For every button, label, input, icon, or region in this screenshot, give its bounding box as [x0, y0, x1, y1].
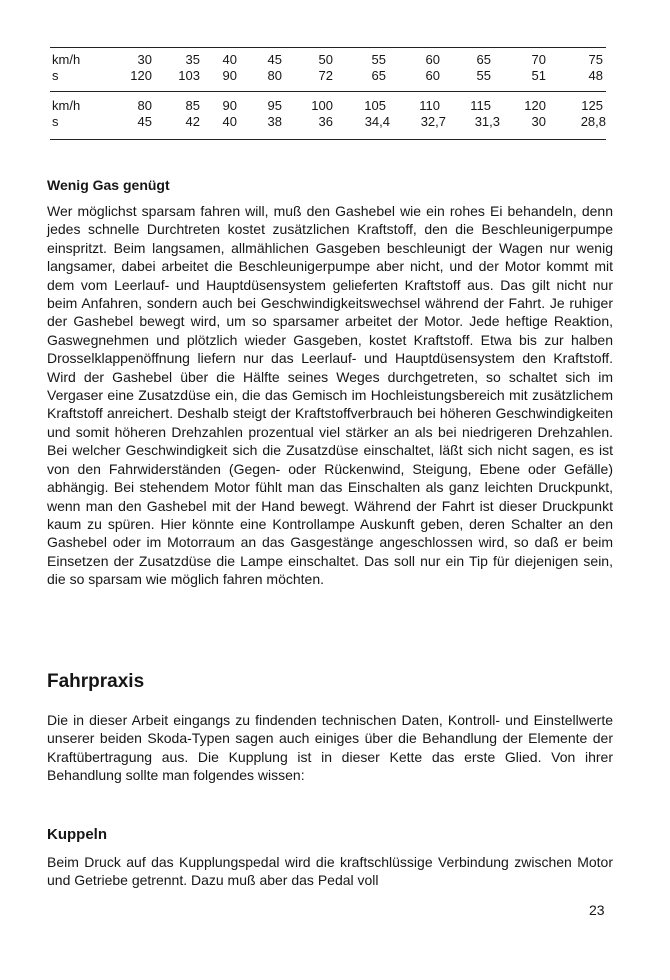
table-cell: 60	[425, 52, 440, 67]
table-cell: 115	[470, 98, 491, 113]
table-cell: 120	[130, 68, 152, 83]
table-cell: 105	[364, 98, 386, 113]
table-cell: 45	[267, 52, 282, 67]
table-cell: 30	[531, 114, 546, 129]
body-paragraph: Die in dieser Arbeit eingangs zu findenden technischen Daten, Kontroll- und Einstellwerte unserer beiden Skoda-Typen sagen auch einiges über die Behandlung der Elemente der Kraftübertragung aus. Die Kupplung ist in dieser Kette das erste Glied. Von ihrer Behandlung sollte man folgendes wissen:	[47, 712, 613, 784]
table-cell: 42	[185, 114, 200, 129]
table-cell: 50	[318, 52, 333, 67]
table-cell: 125	[581, 98, 603, 113]
table-cell: 45	[137, 114, 152, 129]
table-cell: 90	[222, 98, 237, 113]
section-heading: Wenig Gas genügt	[47, 177, 170, 193]
row-label: km/h	[52, 52, 81, 67]
table-cell: 103	[178, 68, 200, 83]
chapter-heading: Fahrpraxis	[47, 671, 145, 692]
row-label: km/h	[52, 98, 81, 113]
table-cell: 40	[222, 52, 237, 67]
section-heading: Kuppeln	[47, 826, 107, 843]
table-cell: 31,3	[474, 114, 500, 129]
row-label: s	[52, 114, 59, 129]
table-cell: 35	[185, 52, 200, 67]
table-cell: 60	[425, 68, 440, 83]
table-cell: 72	[318, 68, 333, 83]
table-cell: 48	[588, 68, 603, 83]
table-cell: 100	[311, 98, 333, 113]
table-row-s	[50, 68, 606, 84]
table-cell: 120	[524, 98, 546, 113]
table-cell: 36	[318, 114, 333, 129]
table-cell: 65	[371, 68, 386, 83]
table-cell: 32,7	[420, 114, 446, 129]
body-paragraph: Wer möglichst sparsam fahren will, muß den Gashebel wie ein rohes Ei behandeln, denn jedes schnelle Durchtreten kostet zusätzlichen Kraftstoff, den die Beschleunigerpumpe einspritzt. Beim langsamen, allmählichen Gasgeben beschleunigt der Wagen nur wenig langsamer, dabei arbeitet die Beschleunigerpumpe aber nicht, und der Motor kommt mit dem vom Leerlauf- und Hauptdüsensystem gelieferten Kraftstoff aus. Das gilt nicht nur beim Anfahren, sondern auch bei Geschwindigkeitswechsel während der Fahrt. Je ruhiger der Gashebel bewegt wird, um so sparsamer arbeitet der Motor. Jede heftige Reaktion, Gaswegnehmen und plötzlich wieder Gasgeben, kostet Kraftstoff. Etwa bis zur halben Drosselklappenöffnung liefern nur das Leerlauf- und Hauptdüsensystem den Kraftstoff. Wird der Gashebel über die Hälfte seines Weges durchgetreten, so schaltet sich im Vergaser eine Zusatzdüse ein, die das Gemisch im Hochleistungsbereich mit zusätzlichem Kraftstoff anreichert. Deshalb steigt der Kraftstoffverbrauch bei höheren Geschwindigkeiten und somit höheren Drehzahlen prozentual viel stärker an als bei niedrigeren Drehzahlen. Bei welcher Geschwindigkeit sich die Zusatzdüse einschaltet, läßt sich nicht sagen, es ist von den Fahrwiderständen (Gegen- oder Rückenwind, Steigung, Ebene oder Gefälle) abhängig. Bei stehendem Motor fühlt man das Einschalten als ganz leichten Druckpunkt, wenn man den Gashebel mit der Hand bewegt. Während der Fahrt ist dieser Druckpunkt kaum zu spüren. Hier könnte eine Kontrollampe Auskunft geben, deren Schalter an den Gashebel oder im Motorraum an das Gasgestänge angeschlossen wird, so daß er beim Einsetzen der Zusatzdüse die Lampe einschaltet. Das soll nur ein Tip für diejenigen sein, die so sparsam wie möglich fahren möchten.	[47, 203, 613, 588]
table-rule-top	[50, 47, 606, 48]
table-cell: 70	[531, 52, 546, 67]
page-number: 23	[589, 902, 605, 918]
table-cell: 90	[222, 68, 237, 83]
table-cell: 40	[222, 114, 237, 129]
table-cell: 30	[137, 52, 152, 67]
table-cell: 75	[588, 52, 603, 67]
table-cell: 55	[476, 68, 491, 83]
table-row-s	[50, 114, 606, 130]
table-row-kmh	[50, 52, 606, 68]
row-label: s	[52, 68, 59, 83]
table-rule-middle	[50, 91, 606, 92]
table-cell: 85	[185, 98, 200, 113]
table-cell: 110	[419, 98, 440, 113]
table-cell: 28,8	[580, 114, 606, 129]
table-cell: 65	[476, 52, 491, 67]
table-cell: 95	[267, 98, 282, 113]
table-rule-bottom	[50, 139, 606, 140]
body-paragraph: Beim Druck auf das Kupplungspedal wird die kraftschlüssige Verbindung zwischen Motor und Getriebe getrennt. Dazu muß aber das Pedal voll	[47, 854, 613, 889]
table-cell: 80	[137, 98, 152, 113]
table-cell: 80	[267, 68, 282, 83]
table-cell: 51	[531, 68, 546, 83]
table-cell: 55	[371, 52, 386, 67]
table-cell: 34,4	[364, 114, 390, 129]
table-cell: 38	[267, 114, 282, 129]
table-row-kmh	[50, 98, 606, 114]
